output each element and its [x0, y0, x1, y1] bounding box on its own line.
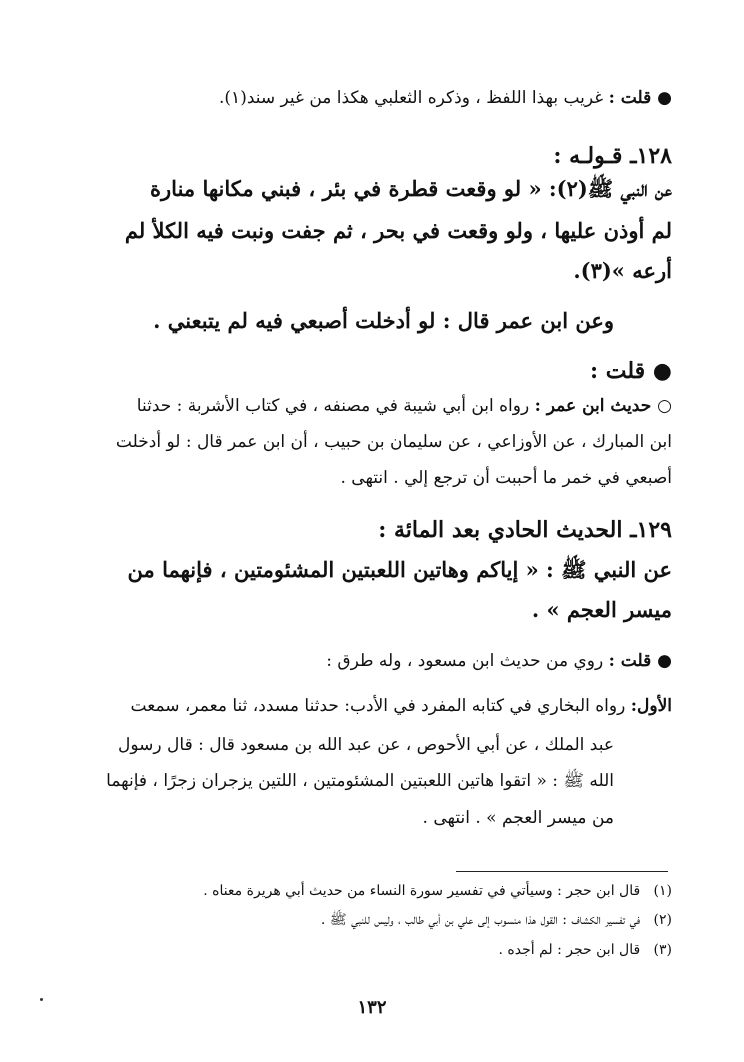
footnote-number: (١) — [653, 883, 672, 899]
ibn-umar-line: وعن ابن عمر قال : لو أدخلت أصبعي فيه لم يتبعني . — [153, 308, 614, 333]
hadith-128-line-1: عن النبي ﷺ(٢): « لو وقعت قطرة في بئر ، فبني مكانها منارة — [150, 176, 672, 201]
first-route-label: الأول: — [630, 696, 672, 716]
heading-129: ١٢٩ـ الحديث الحادي بعد المائة : — [378, 517, 672, 543]
first-route-line-2: عبد الملك ، عن أبي الأحوص ، عن عبد الله بن مسعود قال : قال رسول — [118, 735, 614, 755]
footnote-2 — [321, 912, 672, 929]
takhrij-text: رواه ابن أبي شيبة في مصنفه ، في كتاب الأشربة : حدثنا — [136, 396, 530, 416]
takhrij-line-2: ابن المبارك ، عن الأوزاعي ، عن سليمان بن حبيب ، أن ابن عمر قال : لو أدخلت — [115, 432, 672, 452]
note-label-129: ● قلت : — [608, 651, 672, 671]
first-route-text: رواه البخاري في كتابه المفرد في الأدب: حدثنا مسدد، ثنا معمر، سمعت — [130, 696, 626, 716]
hadith-129-line-2: ميسر العجم » . — [531, 597, 672, 622]
takhrij-label: ○ حديث ابن عمر : — [534, 396, 672, 416]
footnote-3 — [499, 942, 673, 959]
hadith-128-line-3: أرعه »(٣). — [573, 258, 672, 283]
first-route-line-3: الله ﷺ : « اتقوا هاتين اللعبتين المشئومتين ، اللتين يزجران زجرًا ، فإنهما — [106, 771, 614, 791]
note-text: غريب بهذا اللفظ ، وذكره الثعلبي هكذا من غير سند(١). — [219, 88, 604, 108]
footnote-1 — [203, 883, 672, 900]
note-label: ● قلت : — [608, 88, 672, 108]
takhrij-line-1 — [137, 396, 672, 416]
first-route-line-1 — [131, 696, 672, 716]
note-text-129: روي من حديث ابن مسعود ، وله طرق : — [326, 651, 604, 671]
heading-128: ١٢٨ـ قـولـه : — [553, 143, 672, 169]
note-line-1 — [219, 88, 672, 108]
footnote-text: قال ابن حجر : لم أجده . — [498, 942, 641, 958]
hadith-129-line-1: عن النبي ﷺ : « إياكم وهاتين اللعبتين المشئومتين ، فإنهما من — [127, 557, 672, 582]
first-route-line-4: من ميسر العجم » . انتهى . — [422, 808, 614, 828]
takhrij-line-3: أصبعي في خمر ما أحببت أن ترجع إلي . انتهى . — [340, 468, 672, 488]
footnote-text: في تفسير الكشاف : القول هذا منسوب إلى علي بن أبي طالب ، وليس للنبي ﷺ . — [320, 912, 641, 928]
hadith-128-line-2: لم أوذن عليها ، ولو وقعت في بحر ، ثم جفت ونبت فيه الكلأ لم — [124, 218, 672, 243]
footnote-number: (٣) — [653, 942, 672, 958]
note-heading: ● قلت : — [589, 358, 672, 384]
note-line-129 — [326, 651, 672, 671]
page-number: ١٣٢ — [357, 997, 387, 1018]
footnote-number: (٢) — [653, 912, 672, 928]
footnote-divider — [456, 871, 668, 872]
footnote-text: قال ابن حجر : وسيأتي في تفسير سورة النساء من حديث أبي هريرة معناه . — [203, 883, 641, 899]
